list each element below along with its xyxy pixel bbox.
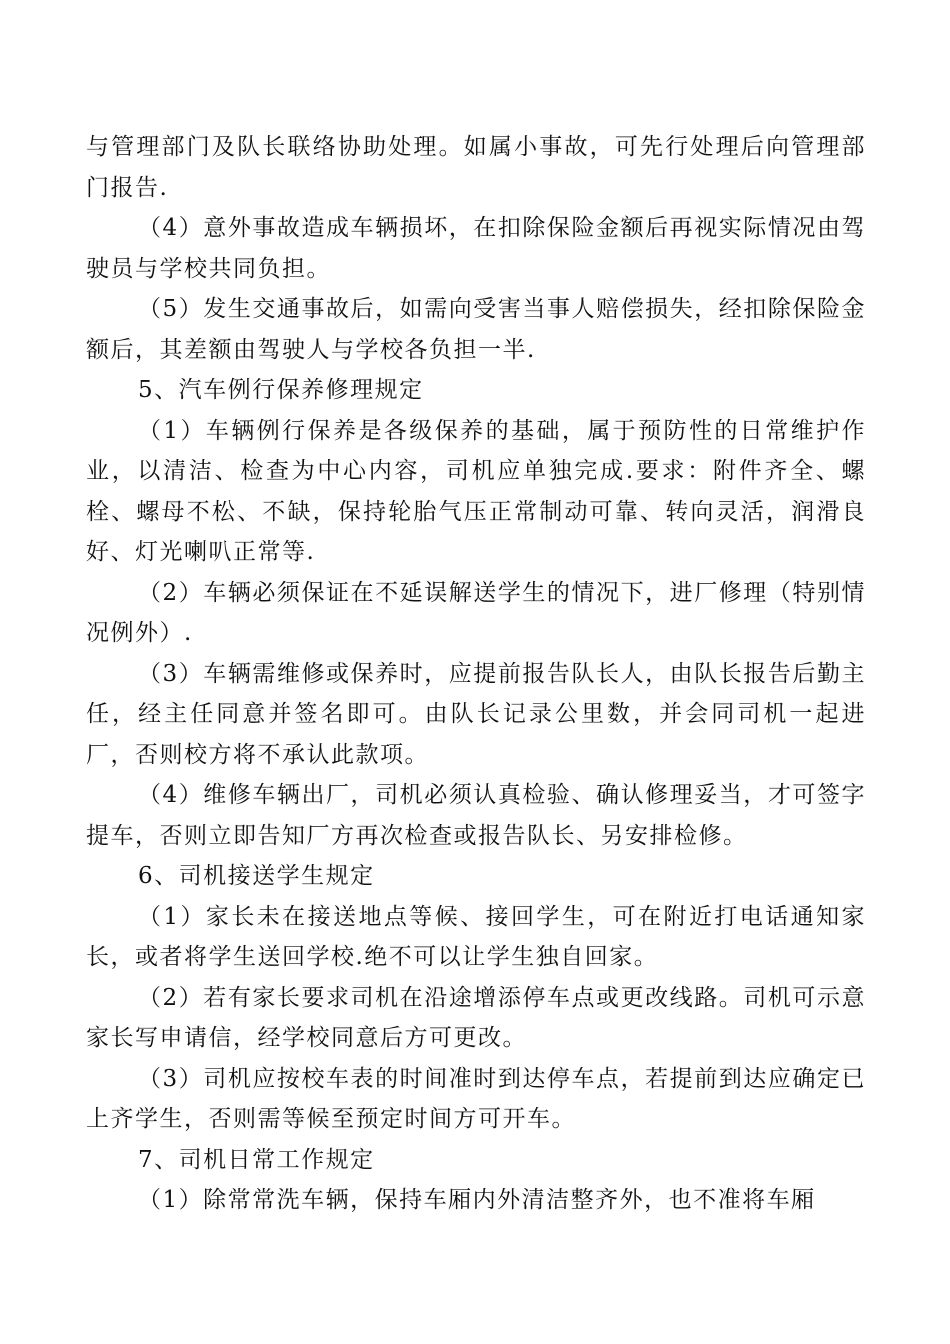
section-heading-7-daily-work: 7、司机日常工作规定 — [138, 1146, 375, 1173]
paragraph-maintenance-item-2: （2）车辆必须保证在不延误解送学生的情况下，进厂修理（特别情况例外）. — [86, 579, 866, 646]
section-heading-6-student-transport: 6、司机接送学生规定 — [138, 863, 375, 889]
paragraph-maintenance-item-1: （1）车辆例行保养是各级保养的基础，属于预防性的日常维护作业，以清洁、检查为中心内容，司机应单独完成.要求：附件齐全、螺栓、螺母不松、不缺，保持轮胎气压正常制动可靠、转向灵活，润滑良好、灯光喇叭正常等. — [86, 417, 866, 565]
paragraph-item-4-accident-damage: （4）意外事故造成车辆损坏，在扣除保险金额后再视实际情况由驾驶员与学校共同负担。 — [86, 215, 866, 282]
paragraph-transport-item-3: （3）司机应按校车表的时间准时到达停车点，若提前到达应确定已上齐学生，否则需等候至预定时间方可开车。 — [86, 1065, 866, 1132]
paragraph-transport-item-1: （1）家长未在接送地点等候、接回学生，可在附近打电话通知家长，或者将学生送回学校.绝不可以让学生独自回家。 — [86, 903, 866, 970]
paragraph-item-5-compensation: （5）发生交通事故后，如需向受害当事人赔偿损失，经扣除保险金额后，其差额由驾驶人与学校各负担一半. — [86, 296, 866, 363]
paragraph-transport-item-2: （2）若有家长要求司机在沿途增添停车点或更改线路。司机可示意家长写申请信，经学校同意后方可更改。 — [86, 984, 866, 1051]
paragraph-maintenance-item-3: （3）车辆需维修或保养时，应提前报告队长人，由队长报告后勤主任，经主任同意并签名即可。由队长记录公里数，并会同司机一起进厂，否则校方将不承认此款项。 — [86, 660, 866, 768]
paragraph-continuation: 与管理部门及队长联络协助处理。如属小事故，可先行处理后向管理部门报告. — [86, 134, 866, 201]
section-heading-5-maintenance: 5、汽车例行保养修理规定 — [138, 377, 424, 403]
paragraph-daily-item-1: （1）除常常洗车辆，保持车厢内外清洁整齐外，也不准将车厢 — [138, 1187, 816, 1213]
document-body — [86, 127, 866, 1221]
paragraph-maintenance-item-4: （4）维修车辆出厂，司机必须认真检验、确认修理妥当，才可签字提车，否则立即告知厂方再次检查或报告队长、另安排检修。 — [86, 782, 866, 849]
